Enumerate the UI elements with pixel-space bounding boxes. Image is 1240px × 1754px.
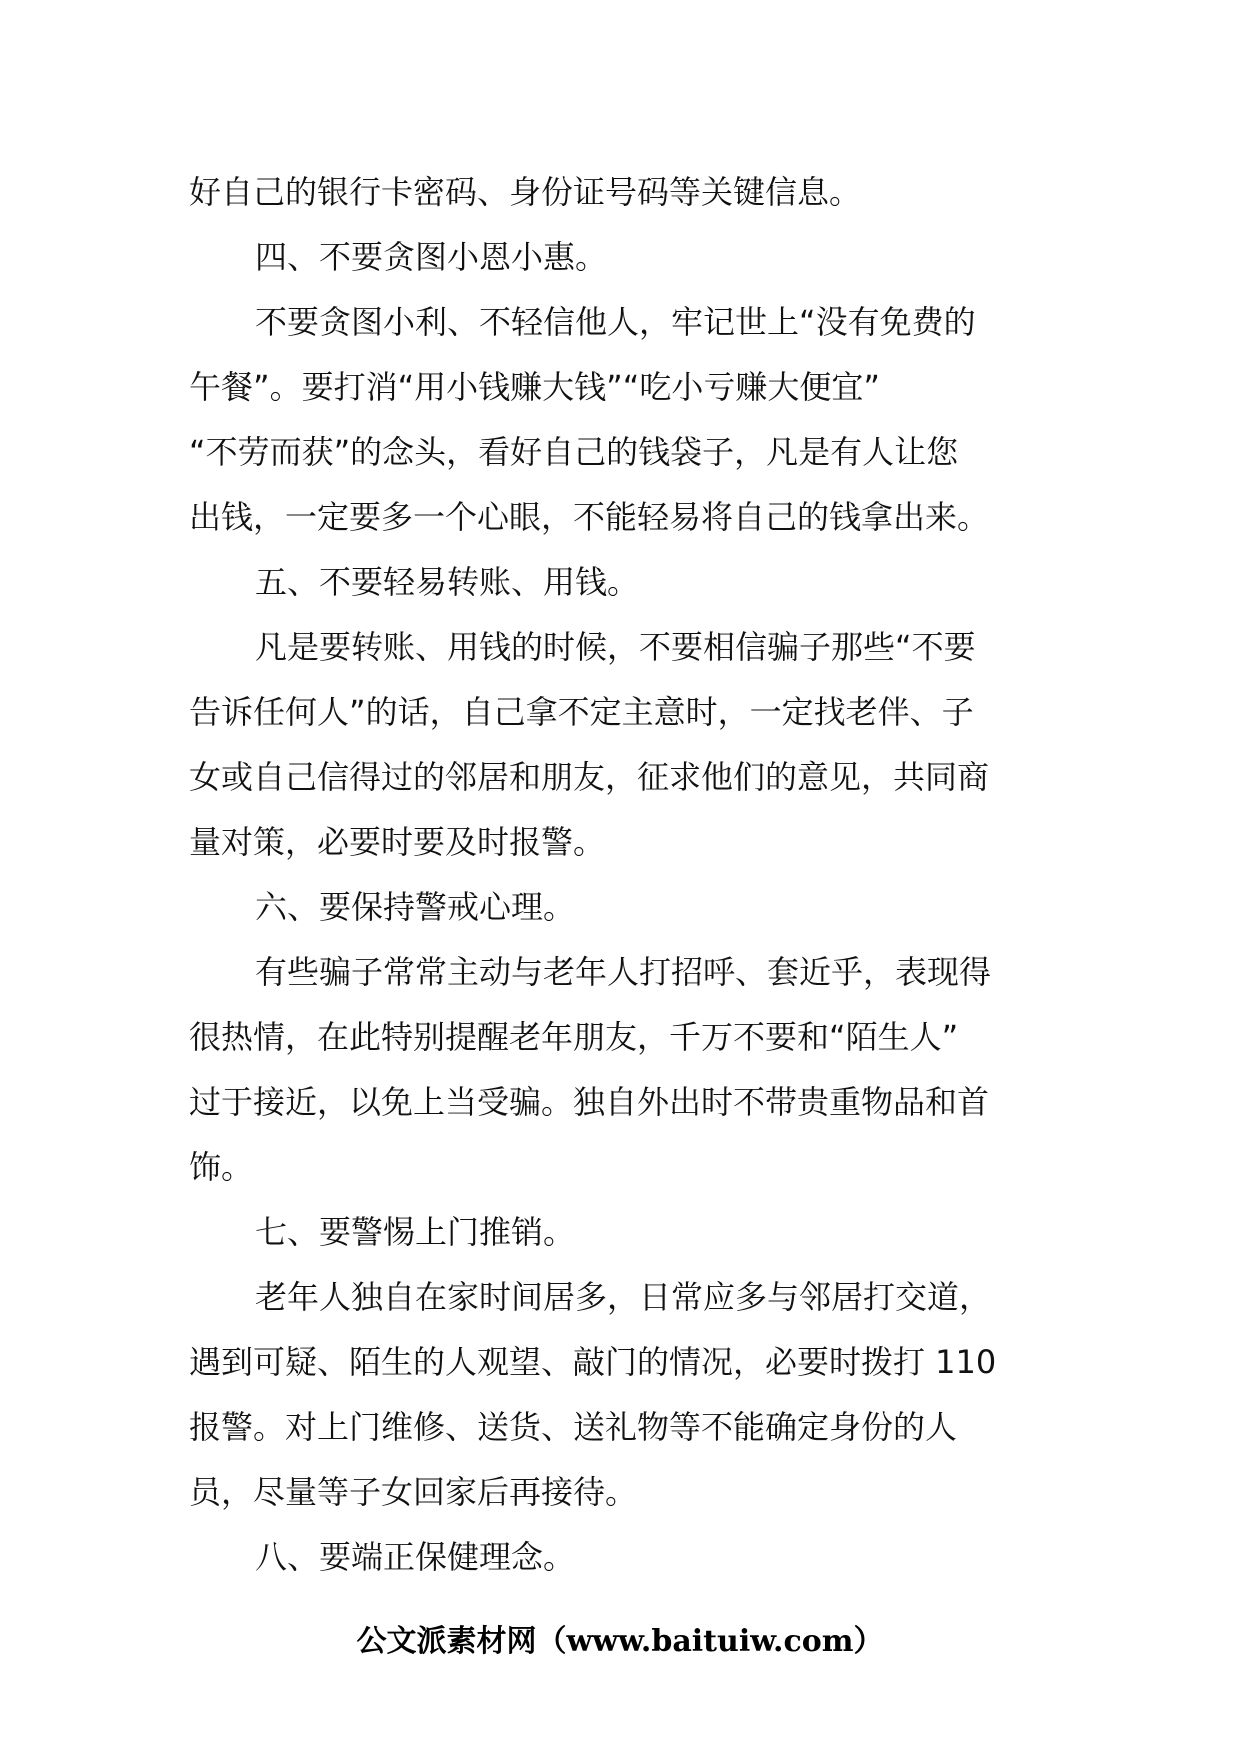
body-line: 量对策，必要时要及时报警。 xyxy=(189,823,606,861)
body-line: “不劳而获”的念头，看好自己的钱袋子，凡是有人让您 xyxy=(189,433,959,471)
paragraph-line: 有些骗子常常主动与老年人打招呼、套近乎，表现得 xyxy=(255,953,992,991)
section-heading-6: 六、要保持警戒心理。 xyxy=(255,888,576,926)
body-line: 很热情，在此特别提醒老年朋友，千万不要和“陌生人” xyxy=(189,1018,959,1056)
body-line: 女或自己信得过的邻居和朋友，征求他们的意见，共同商 xyxy=(189,758,990,796)
body-line: 出钱，一定要多一个心眼，不能轻易将自己的钱拿出来。 xyxy=(189,498,990,536)
body-line: 报警。对上门维修、送货、送礼物等不能确定身份的人 xyxy=(189,1408,958,1446)
section-heading-8: 八、要端正保健理念。 xyxy=(255,1538,576,1576)
body-line: 告诉任何人”的话，自己拿不定主意时，一定找老伴、子 xyxy=(189,693,974,731)
paragraph-line: 凡是要转账、用钱的时候，不要相信骗子那些“不要 xyxy=(255,628,976,666)
body-line: 午餐”。要打消“用小钱赚大钱”“吃小亏赚大便宜” xyxy=(189,368,880,406)
body-line: 饰。 xyxy=(189,1148,254,1186)
body-line: 过于接近，以免上当受骗。独自外出时不带贵重物品和首 xyxy=(189,1083,990,1121)
body-line: 遇到可疑、陌生的人观望、敲门的情况，必要时拨打 110 xyxy=(189,1343,997,1381)
section-heading-7: 七、要警惕上门推销。 xyxy=(255,1213,576,1251)
section-heading-5: 五、不要轻易转账、用钱。 xyxy=(255,563,640,601)
section-heading-4: 四、不要贪图小恩小惠。 xyxy=(255,238,608,276)
document-body xyxy=(189,160,1061,1590)
body-line: 好自己的银行卡密码、身份证号码等关键信息。 xyxy=(189,173,862,211)
paragraph-line: 老年人独自在家时间居多，日常应多与邻居打交道， xyxy=(255,1278,992,1316)
paragraph-line: 不要贪图小利、不轻信他人，牢记世上“没有免费的 xyxy=(255,303,976,341)
body-line: 员，尽量等子女回家后再接待。 xyxy=(189,1473,638,1511)
page-footer: 公文派素材网（www.baituiw.com） xyxy=(356,1624,884,1659)
